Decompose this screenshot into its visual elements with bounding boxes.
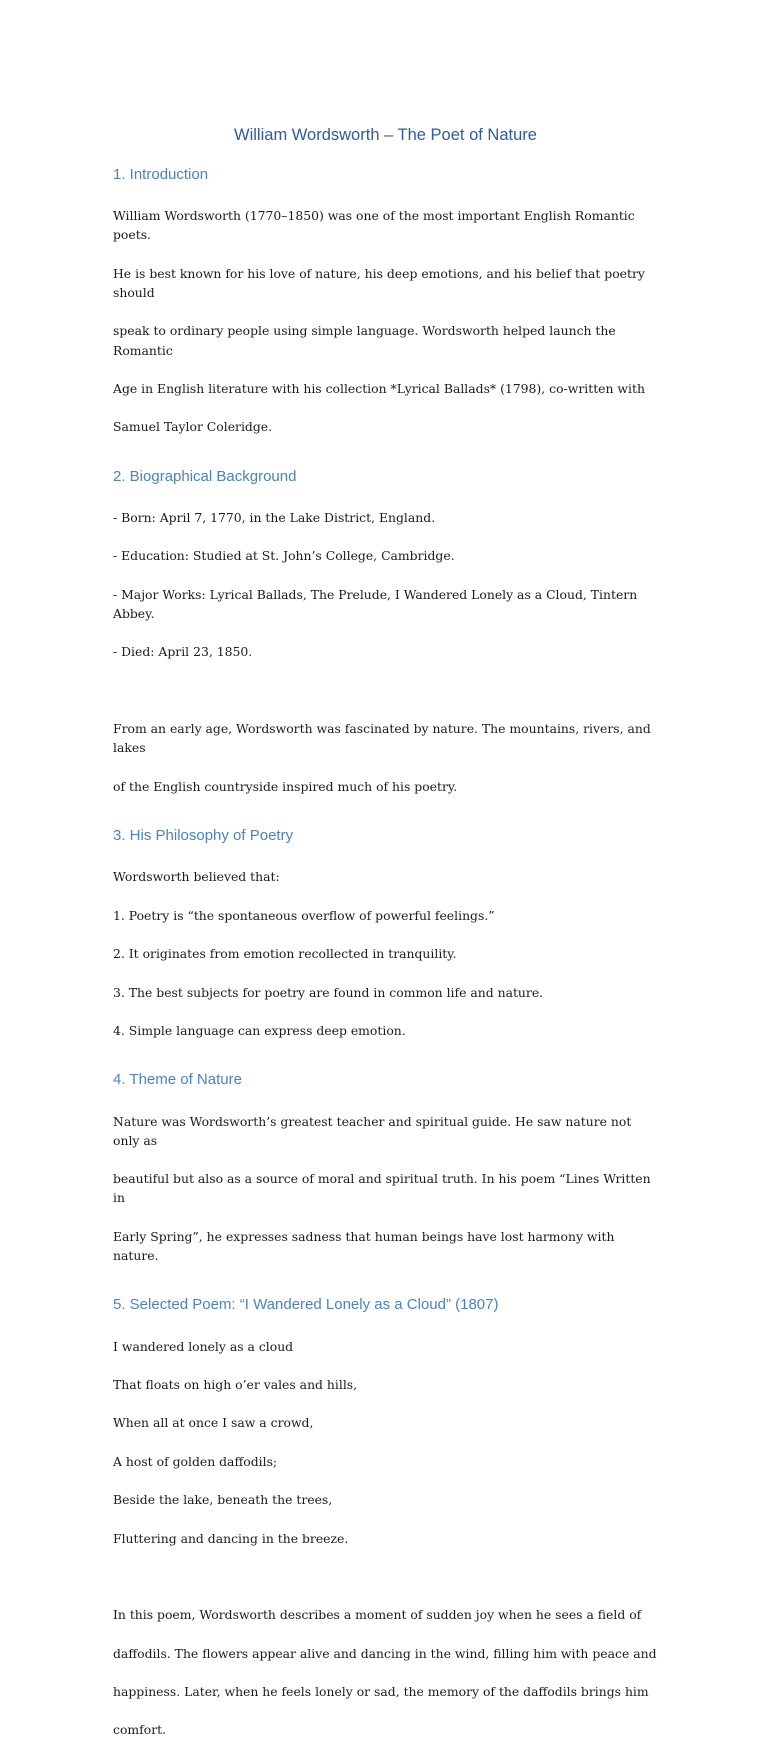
section-heading-biography: 2. Biographical Background: [113, 467, 297, 485]
paragraph-line: daffodils. The flowers appear alive and dancing in the wind, filling him with peace and: [113, 1645, 657, 1661]
document-page: [113, 122, 658, 1759]
section-heading-introduction: 1. Introduction: [113, 166, 209, 183]
document-title: William Wordsworth – The Poet of Nature: [234, 126, 537, 144]
paragraph-line: of the English countryside inspired much of his poetry.: [113, 778, 458, 794]
list-item: - Major Works: Lyrical Ballads, The Prelude, I Wandered Lonely as a Cloud, Tintern Abbey.: [113, 586, 638, 622]
paragraph-line: From an early age, Wordsworth was fascinated by nature. The mountains, rivers, and lakes: [113, 721, 651, 756]
poem-line: Fluttering and dancing in the breeze.: [113, 1530, 349, 1546]
list-item: - Education: Studied at St. John’s College, Cambridge.: [113, 548, 455, 564]
list-item: Wordsworth believed that:: [113, 869, 280, 885]
poem-line: A host of golden daffodils;: [113, 1453, 278, 1469]
poem-line: Beside the lake, beneath the trees,: [113, 1492, 333, 1508]
paragraph-line: William Wordsworth (1770–1850) was one of the most important English Romantic poets.: [113, 208, 635, 243]
paragraph-line: speak to ordinary people using simple language. Wordsworth helped launch the Romantic: [113, 323, 616, 358]
list-item: 1. Poetry is “the spontaneous overflow of powerful feelings.”: [113, 907, 495, 923]
paragraph-line: In this poem, Wordsworth describes a moment of sudden joy when he sees a field of: [113, 1607, 642, 1623]
list-item: 4. Simple language can express deep emotion.: [113, 1022, 406, 1038]
section-paragraph-poem-analysis: [113, 1586, 658, 1759]
list-item: - Died: April 23, 1850.: [113, 644, 253, 660]
paragraph-line: Nature was Wordsworth’s greatest teacher and spiritual guide. He saw nature not only as: [113, 1113, 632, 1148]
poem-stanza: [113, 1317, 658, 1567]
paragraph-line: Samuel Taylor Coleridge.: [113, 419, 273, 435]
list-item: 2. It originates from emotion recollected in tranquility.: [113, 946, 457, 962]
poem-line: I wandered lonely as a cloud: [113, 1338, 294, 1354]
poem-line: When all at once I saw a crowd,: [113, 1415, 314, 1431]
poem-line: That floats on high o’er vales and hills,: [113, 1376, 358, 1392]
philosophy-list: [113, 848, 658, 1059]
list-item: 3. The best subjects for poetry are found in common life and nature.: [113, 984, 544, 1000]
section-paragraph-introduction: [113, 187, 658, 456]
list-item: - Born: April 7, 1770, in the Lake District, England.: [113, 510, 436, 526]
section-heading-selected-poem: 5. Selected Poem: “I Wandered Lonely as a Cloud” (1807): [113, 1296, 499, 1314]
paragraph-line: happiness. Later, when he feels lonely or sad, the memory of the daffodils brings him: [113, 1684, 649, 1700]
paragraph-line: beautiful but also as a source of moral and spiritual truth. In his poem “Lines Written in: [113, 1171, 651, 1206]
section-paragraph-nature: [113, 1092, 658, 1284]
paragraph-line: He is best known for his love of nature, his deep emotions, and his belief that poetry should: [113, 265, 645, 301]
section-heading-philosophy: 3. His Philosophy of Poetry: [113, 827, 294, 845]
paragraph-line: comfort.: [113, 1722, 167, 1738]
paragraph-line: Age in English literature with his collection *Lyrical Ballads* (1798), co-written with: [113, 381, 645, 397]
biography-list: [113, 489, 658, 681]
paragraph-line: Early Spring”, he expresses sadness that human beings have lost harmony with nature.: [113, 1228, 615, 1263]
section-heading-nature: 4. Theme of Nature: [113, 1071, 242, 1089]
section-paragraph-biography: [113, 700, 658, 815]
